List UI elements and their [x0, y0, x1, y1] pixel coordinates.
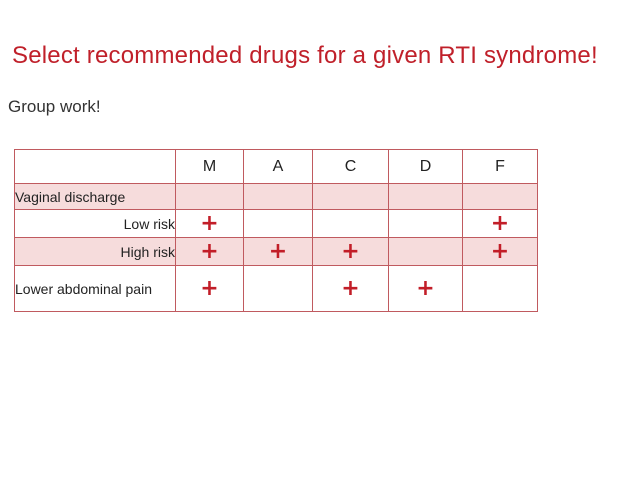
- plus-icon: +: [200, 210, 219, 236]
- table-cell: [176, 210, 244, 238]
- column-header-m: M: [176, 150, 244, 184]
- plus-icon: +: [341, 238, 360, 264]
- table-cell: [176, 266, 244, 312]
- table-cell: [244, 238, 313, 266]
- table-cell: [389, 184, 463, 210]
- table-cell: [244, 210, 313, 238]
- table-cell: [313, 238, 389, 266]
- plus-icon: +: [416, 275, 435, 301]
- table-cell: [389, 266, 463, 312]
- slide-title: Select recommended drugs for a given RTI syndrome!: [12, 42, 598, 69]
- plus-icon: +: [200, 238, 219, 264]
- plus-icon: +: [341, 275, 360, 301]
- table-cell: [244, 184, 313, 210]
- column-header-f: F: [463, 150, 538, 184]
- column-header-a: A: [244, 150, 313, 184]
- table-cell: [389, 238, 463, 266]
- table-cell: [313, 266, 389, 312]
- table-row: [15, 184, 538, 210]
- table-cell: [313, 184, 389, 210]
- drug-table: [14, 149, 538, 312]
- row-label-lower-abdominal-pain: Lower abdominal pain: [15, 266, 176, 312]
- table-row: [15, 210, 538, 238]
- table-cell: [176, 184, 244, 210]
- plus-icon: +: [268, 238, 288, 264]
- table-header-row: [15, 150, 538, 184]
- column-header-d: D: [389, 150, 463, 184]
- table-cell: [463, 210, 538, 238]
- row-label-low-risk: Low risk: [15, 210, 176, 238]
- column-header-c: C: [313, 150, 389, 184]
- plus-icon: +: [490, 210, 510, 236]
- plus-icon: +: [200, 275, 219, 301]
- row-label-vaginal-discharge: Vaginal discharge: [15, 184, 176, 210]
- table-cell: [463, 184, 538, 210]
- table-cell: [389, 210, 463, 238]
- table-row: [15, 266, 538, 312]
- table-cell: [463, 238, 538, 266]
- table-cell: [244, 266, 313, 312]
- row-label-high-risk: High risk: [15, 238, 176, 266]
- plus-icon: +: [490, 238, 510, 264]
- table-cell: [176, 238, 244, 266]
- table-cell: [313, 210, 389, 238]
- table-row: [15, 238, 538, 266]
- table-cell: [463, 266, 538, 312]
- slide-subtitle: Group work!: [8, 97, 101, 116]
- header-corner: [15, 150, 176, 184]
